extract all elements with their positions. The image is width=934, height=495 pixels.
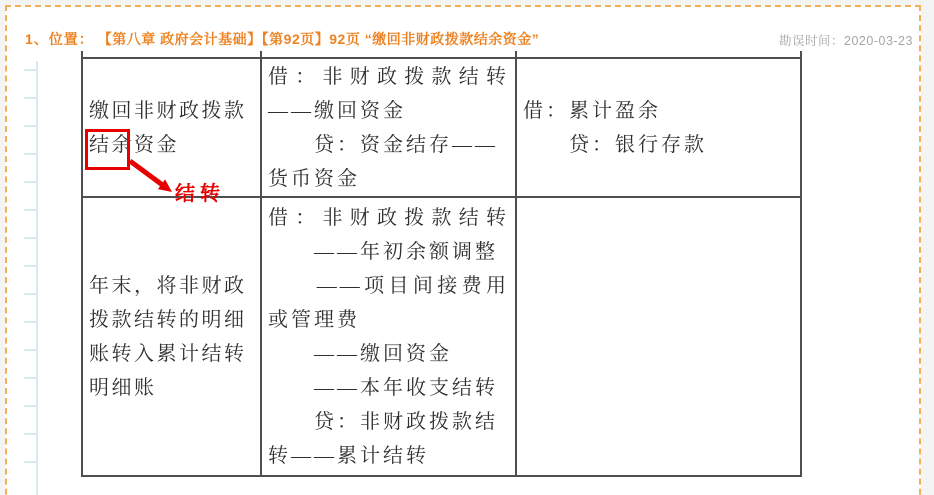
cell-line: 贷：资金结存——: [268, 133, 498, 156]
cell-line: 贷：非财政拨款结: [268, 410, 498, 433]
accounting-entries-table: [81, 51, 802, 477]
red-highlight-box: [85, 129, 130, 170]
cell-line: 转——累计结转: [268, 444, 429, 467]
table-cutoff-row: [82, 51, 801, 58]
cutoff-cell: [261, 51, 516, 58]
cell-line: 账转入累计结转: [89, 342, 247, 365]
errata-title: 【第八章 政府会计基础】【第92页】92页 “缴回非财政拨款结余资金”: [97, 31, 540, 47]
cutoff-cell: [516, 51, 801, 58]
cell-line: 年末，将非财政: [89, 274, 247, 297]
red-arrow-icon: [126, 155, 181, 200]
cell-line: ——本年收支结转: [268, 376, 498, 399]
cell-line: ——项目间接费用: [268, 274, 509, 297]
cell-line: 借：非财政拨款结转: [268, 65, 509, 88]
cell-line: 缴回非财政拨款: [89, 99, 247, 122]
notebook-ruler-ticks: [24, 69, 37, 489]
cell-line: 贷：银行存款: [523, 133, 707, 156]
cell-finance-entry-empty: [516, 197, 801, 476]
table-row-year-end-transfer: [82, 197, 801, 476]
timestamp-label: 勘误时间：: [779, 34, 845, 48]
location-label: 1、位置：: [25, 31, 94, 47]
cell-line: 明细账: [89, 376, 157, 399]
cell-line: 结余资金: [89, 133, 179, 156]
cell-budget-entry-return: [261, 58, 516, 197]
cell-line: 货币资金: [268, 167, 360, 190]
timestamp-value: 2020-03-23: [844, 34, 913, 48]
cell-line: 借：累计盈余: [523, 99, 661, 122]
errata-header: [25, 29, 909, 49]
cell-line: ——年初余额调整: [268, 240, 498, 263]
cell-budget-entry-year-end: [261, 197, 516, 476]
cell-line: 或管理费: [268, 308, 360, 331]
cutoff-cell: [82, 51, 261, 58]
cell-line: 借：非财政拨款结转: [268, 206, 509, 229]
cell-line: ——缴回资金: [268, 342, 452, 365]
cell-line: ——缴回资金: [268, 99, 406, 122]
cell-finance-entry-return: [516, 58, 801, 197]
cell-line: 拨款结转的明细: [89, 308, 247, 331]
correction-note: 结转: [175, 183, 225, 205]
cell-event-year-end: [82, 197, 261, 476]
errata-timestamp: [779, 31, 913, 49]
